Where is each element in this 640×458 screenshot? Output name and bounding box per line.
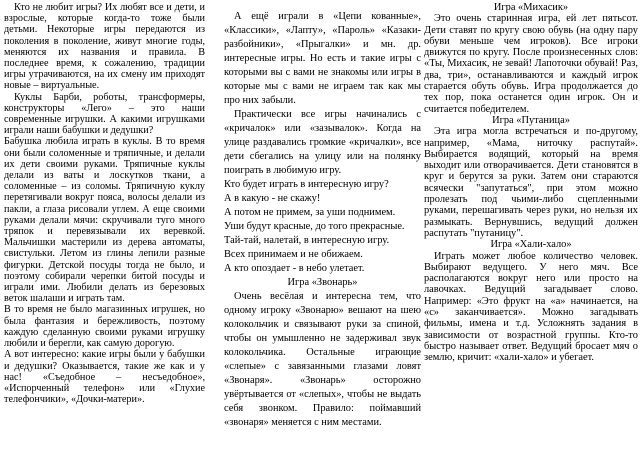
poem-line: Всех принимаем и не обижаем. — [224, 249, 363, 260]
heading-khali-khalo: Игра «Хали-хало» — [490, 239, 572, 251]
heading-zvonar: Игра «Звонарь» — [287, 277, 358, 288]
poem-line: Тай-тай, налетай, в интересную игру. — [224, 235, 390, 246]
paragraph-no-shop-toys: В то время не было магазинных игрушек, но была фантазия и бережливость, поэтому каждую сделанную своими руками игрушку любили и берегли, как самую дорогую. — [4, 304, 205, 350]
paragraph-other-games: А ещё играли в «Цепи кованные», «Классики», «Лапту», «Пароль» «Казаки-разбойники», «Прыгалки» и мн. др. интересные игры. Но есть и такие игры с которыми вы с вами не знакомы или игры в которые мы с вами не играем так как мы про них забыли. — [224, 11, 421, 106]
paragraph-putanitsa: Эта игра могла встречаться и по-другому, например, «Мама, ниточку распутай». Выбирается водящий, который на время выходит или отворачивается. Дети становятся в круг и берутся за руки. Затем они стараются всячески "запутаться", при этом можно пролезать под чьими-либо сцепленными руками, перешагивать через руки, но нельзя их размыкать. Вернувшись, ведущий должен распутать "путаницу". — [424, 126, 638, 239]
paragraph-khali-khalo: Играть может любое количество человек. Выбирают ведущего. У него мяч. Все располагаются вокруг него или просто на лавочках. Ведущий загадывает слово. Например: «Это фрукт на «а» начинается, на «с» заканчивается». Можно загадывать фильмы, имена и т.д. Усложнять задания в зависимости от возрастной группы. Кто-то быстро называет ответ. Ведущий бросает мяч о землю, кричит: «хали-хало» и убегает. — [424, 250, 638, 364]
paragraph-krichalki: Практически все игры начинались с «кричалок» или «зазывалок». Когда на улице раздавались громкие «кричалки», все дети сбегались на улицу или на полянку поиграть в любимую игру. — [224, 109, 421, 176]
heading-putanitsa: Игра «Путаница» — [492, 114, 570, 126]
poem-line: А потом не примем, за уши поднимем. — [224, 207, 396, 218]
paragraph-grandparents-games: А вот интересно: какие игры были у бабушки и дедушки? Оказывается, такие же как и у нас! «Съедобное – несъедобное», «Испорченный телефон» или «Глухие телефончики», «Дочки-матери». — [4, 349, 205, 406]
paragraph-zvonar: Очень весёлая и интересна тем, что одному игроку «Звонарю» вешают на шею колокольчик и связывают руки за спиной, чтобы он умышленно не задерживал звук колокольчика. Остальные играющие «слепые» с завязанными глазами ловят «Звонаря». «Звонарь» осторожно увёртывается от «слепых», чтобы не выдать себя звонком. Правило: поймавший «звонаря» меняется с ним местами. — [224, 291, 421, 428]
paragraph-grandmother-dolls: Бабушка любила играть в куклы. В то время они были соломенные и тряпичные, и делали их дети своими руками. Тряпичные куклы делали из ваты и лоскутков ткани, а соломенные – из соломы. Тряпичную куклу перетягивали вокруг пояса, волосы делали из пакли, а глаза рисовали углем. А еще своими руками делали мячи: скручивали туго много тряпок и перевязывали их веревкой. Мальчишки мастерили из дерева автоматы, свистульки. Летом из глины лепили разные фигурки. Детской посуды тогда не было, и поэтому собирали черепки битой посуды и играли ими. Любили делать из березовых веток шалаши и играть там. — [4, 136, 205, 305]
poem-line: Кто будет играть в интересную игру? — [224, 179, 389, 190]
column-right — [424, 2, 638, 450]
column-left — [4, 2, 205, 450]
column-middle — [224, 10, 421, 458]
paragraph-intro: Кто не любит игры? Их любят все и дети, и взрослые, которые когда-то тоже были детьми. Некоторые игры передаются из поколения в поколение, живут многие годы, меняются их названия и правила. В последнее время, к сожалению, традиции игры утрачиваются, на их смену им приходят новые – виртуальные. — [4, 2, 205, 92]
rhyme-poem — [224, 178, 421, 276]
paragraph-modern-toys: Куклы Барби, роботы, трансформеры, конструкторы «Лего» – это наши современные игрушки. А какими игрушками играли наши бабушки и дедушки? — [4, 91, 205, 137]
poem-line: А в какую - не скажу! — [224, 193, 321, 204]
poem-line: А кто опоздает - в небо улетает. — [224, 263, 365, 274]
poem-line: Уши будут красные, до того прекрасные. — [224, 221, 405, 232]
heading-mikhasik: Игра «Михасик» — [493, 2, 569, 13]
paragraph-mikhasik: Это очень старинная игра, ей лет пятьсот. Дети ставят по кругу свою обувь (на одну пару обуви меньше чем игроков). Все игроки движутся по кругу. После произнесенных слов: «Ты, Михасик, не зевай! Лапоточки обувай! Раз, два, три», останавливаются и каждый игрок старается обуть обувь. Игра продолжается до тех пор, пока останется один игрок. Он и считается победителем. — [424, 13, 638, 115]
